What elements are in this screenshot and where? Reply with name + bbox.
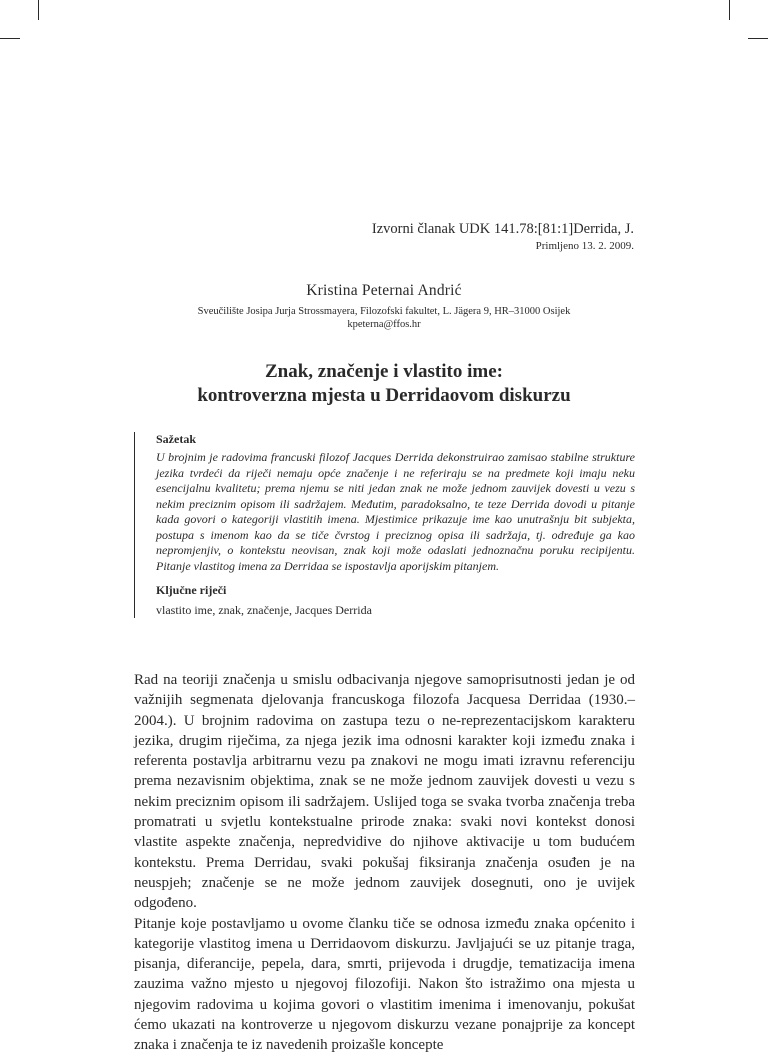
abstract-heading: Sažetak [156, 432, 196, 446]
article-classification: Izvorni članak UDK 141.78:[81:1]Derrida, J. [371, 221, 634, 237]
body-paragraph-2: Pitanje koje postavljamo u ovome članku tiče se odnosa između znaka općenito i kategorije vlastitog imena u Derridaovom diskurzu. Javljajući se uz pitanje traga, pisanja, diferancije, pepela, dara, smrti, prijevoda i drugdje, tematizacija imena zauzima važno mjesto u njegovoj filozofiji. Nakon što istražimo ona mjesta u njegovim radovima u kojima govori o vlastitim imenima i imenovanju, pokušat ćemo ukazati na kontroverze u njegovom diskurzu vezane ponajprije za koncept znaka i značenja te iz navedenih proizašle koncepte [134, 915, 635, 1054]
crop-mark-top-left-vertical [38, 0, 39, 20]
crop-mark-top-right-vertical [729, 0, 730, 20]
article-title [0, 360, 768, 408]
crop-mark-top-right-horizontal [748, 38, 768, 39]
keywords-list: vlastito ime, znak, značenje, Jacques Derrida [156, 603, 372, 617]
abstract-block [134, 432, 635, 618]
author-affiliation-block [0, 305, 768, 331]
author-affiliation: Sveučilište Josipa Jurja Strossmayera, Filozofski fakultet, L. Jägera 9, HR–31000 Osijek [197, 306, 571, 317]
abstract-text: U brojnim je radovima francuski filozof Jacques Derrida dekonstruirao zamisao stabilne strukture jezika tvrdeći da riječi nemaju opće značenje i ne referiraju se na predmete koji imaju neku esencijalnu kvalitetu; prema njemu se niti jedan znak ne može jednom zauvijek dovesti u vezu s nekim preciznim opisom ili sadržajem. Međutim, paradoksalno, te teze Derrida dovodi u pitanje kada govori o kategoriji vlastitih imena. Mjestimice prikazuje ime kao unutrašnju bit subjekta, postupa s imenom kao da se tiče čvrstog i preciznog opisa ili sadržaja, tj. određuje ga kao nepromjenjiv, o kontekstu neovisan, znak koji može odaslati jednoznačnu poruku recipijentu. Pitanje vlastitog imena za Derridaa se ispostavlja aporijskim pitanjem. [156, 450, 635, 573]
article-body [134, 670, 635, 1056]
body-paragraph-1: Rad na teoriji značenja u smislu odbacivanja njegove samoprisutnosti jedan je od važnijih segmenata djelovanja francuskoga filozofa Jacquesa Derridaa (1930.–2004.). U brojnim radovima on zastupa tezu o ne-reprezentacijskom karakteru jezika, drugim riječima, za njega jezik ima odnosni karakter koji između znaka i referenta postavlja arbitrarnu vezu pa znakovi ne mogu imati izravnu referenciju prema nezavisnim objektima, znak se ne može jednom zauvijek dovesti u vezu s nekim preciznim opisom ili sadržajem. Uslijed toga se svaka tvorba značenja treba promatrati u svjetlu kontekstualne prirode znaka: svaki novi kontekst donosi vlastite aspekte značenja, nepredvidive do njihove aktivacije u tom budućem kontekstu. Prema Derridau, svaki pokušaj fiksiranja značenja osuđen je na neuspjeh; značenje se ne može jednom zauvijek dosegnuti, ono je uvijek odgođeno. [134, 672, 635, 912]
title-line-1: Znak, značenje i vlastito ime: [264, 361, 503, 382]
keywords-heading: Ključne riječi [156, 583, 227, 597]
received-date: Primljeno 13. 2. 2009. [535, 240, 634, 252]
crop-mark-top-left-horizontal [0, 38, 20, 39]
author-email: kpeterna@ffos.hr [347, 319, 421, 330]
title-line-2: kontroverzna mjesta u Derridaovom diskurzu [197, 385, 571, 406]
author-name: Kristina Peternai Andrić [306, 282, 462, 299]
